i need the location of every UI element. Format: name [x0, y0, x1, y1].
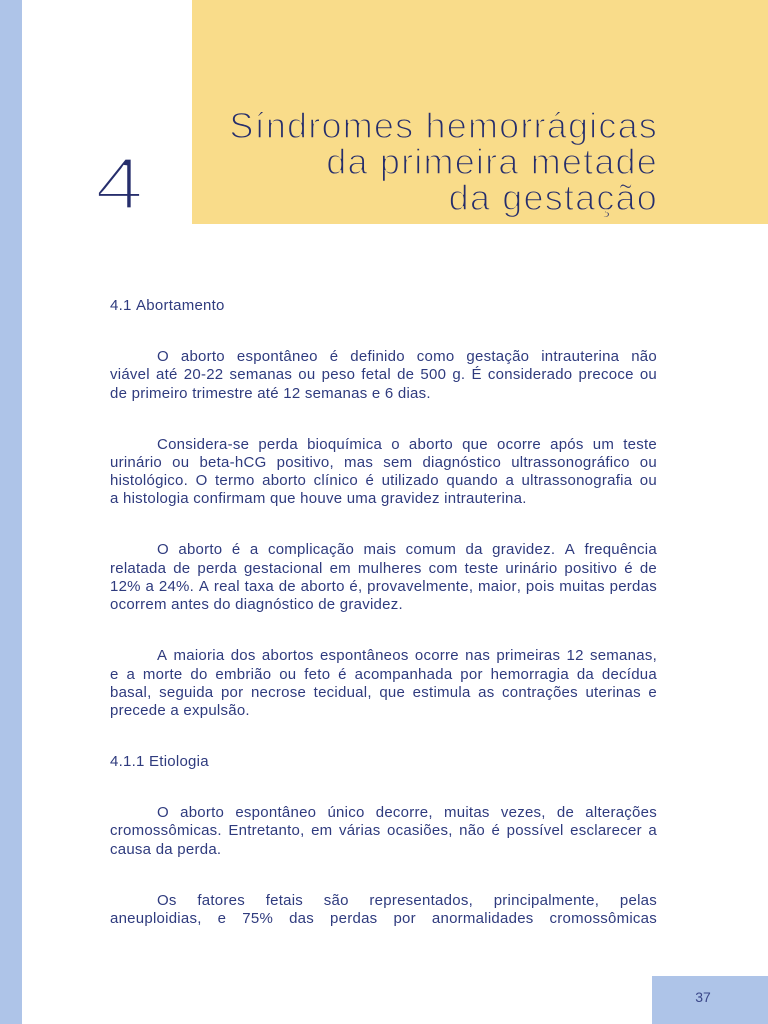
text-line: a histologia confirmam que houve uma gravidez intrauterina. — [110, 490, 527, 508]
paragraph — [110, 892, 657, 929]
text-line: cromossômicas. Entretanto, em várias ocasiões, não é possível esclarecer a — [110, 822, 657, 840]
text-line: urinário ou beta-hCG positivo, mas sem diagnóstico ultrassonográfico ou — [110, 453, 657, 471]
chapter-number: 4 — [95, 142, 144, 225]
text-line: precede a expulsão. — [110, 702, 250, 720]
text-line: O aborto espontâneo único decorre, muitas vezes, de alterações — [157, 804, 657, 822]
text-line: aneuploidias, e 75% das perdas por anormalidades cromossômicas — [110, 910, 657, 928]
text-line: basal, seguida por necrose tecidual, que estimula as contrações uterinas e — [110, 683, 657, 701]
text-line: relatada de perda gestacional em mulheres com teste urinário positivo é de — [110, 559, 657, 577]
text-line: e a morte do embrião ou feto é acompanhada por hemorragia da decídua — [110, 665, 657, 683]
paragraph — [110, 804, 657, 859]
chapter-title-line: Síndromes hemorrágicas — [229, 104, 658, 146]
chapter-title-line: da gestação — [448, 176, 658, 218]
paragraph — [110, 647, 657, 720]
text-line: O aborto espontâneo é definido como gestação intrauterina não — [157, 347, 657, 365]
text-line: Considera-se perda bioquímica o aborto que ocorre após um teste — [157, 435, 657, 453]
paragraph — [110, 348, 657, 403]
left-accent-stripe — [0, 0, 22, 1024]
text-line: O aborto é a complicação mais comum da gravidez. A frequência — [157, 541, 657, 559]
text-line: viável até 20-22 semanas ou peso fetal de 500 g. É considerado precoce ou — [110, 366, 657, 384]
chapter-title-line: da primeira metade — [326, 140, 658, 182]
paragraph — [110, 541, 657, 614]
page-number: 37 — [695, 989, 711, 1005]
text-line: ocorrem antes do diagnóstico de gravidez. — [110, 596, 403, 614]
text-line: de primeiro trimestre até 12 semanas e 6 dias. — [110, 384, 431, 402]
text-line: A maioria dos abortos espontâneos ocorre nas primeiras 12 semanas, — [157, 647, 657, 665]
paragraph — [110, 436, 657, 509]
section-heading: 4.1.1 Etiologia — [110, 753, 209, 771]
text-line: Os fatores fetais são representados, principalmente, pelas — [157, 891, 657, 909]
page-number-tab — [652, 976, 768, 1024]
text-line: histológico. O termo aborto clínico é utilizado quando a ultrassonografia ou — [110, 472, 657, 490]
body-text — [110, 297, 657, 961]
text-line: causa da perda. — [110, 840, 222, 858]
section-heading: 4.1 Abortamento — [110, 297, 225, 314]
chapter-title — [229, 104, 658, 218]
text-line: 12% a 24%. A real taxa de aborto é, provavelmente, maior, pois muitas perdas — [110, 578, 657, 596]
